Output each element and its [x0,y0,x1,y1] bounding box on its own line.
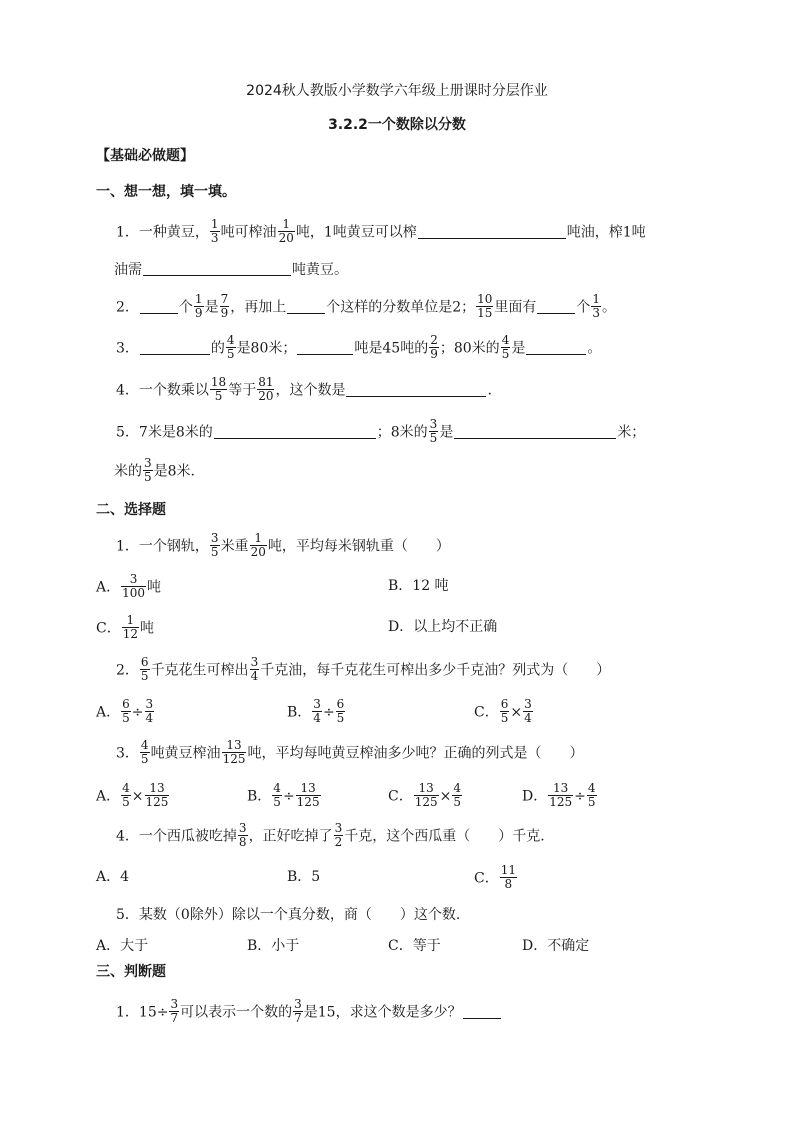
denominator: 7 [294,1011,302,1025]
option-b[interactable] [247,783,322,807]
option-label: B． [247,788,272,805]
part1-q1-line2 [114,258,348,282]
part1-q2 [116,294,616,318]
option-b[interactable] [287,865,320,889]
denominator: 3 [592,306,601,320]
question-text: 7米是8米的 [138,424,213,441]
denominator: 5 [273,795,281,809]
fraction [334,822,344,849]
denominator: 5 [140,669,149,683]
option-text: 吨 [147,579,162,596]
numerator: 7 [220,292,229,306]
question-text: 是15，求这个数是多少？ [303,1004,462,1021]
fraction [250,532,267,559]
fraction [429,418,439,445]
part2-q2-stem [116,657,610,681]
numerator: 3 [294,997,302,1011]
fraction [140,739,150,766]
option-b[interactable] [247,934,299,958]
question-text: 吨可榨油 [220,224,277,241]
fraction [222,739,247,766]
part1-q5-line2 [114,458,195,482]
denominator: 20 [250,545,266,559]
denominator: 4 [524,711,532,725]
question-number: 3． [116,745,139,762]
option-label: C． [474,704,499,721]
denominator: 5 [587,795,596,809]
denominator: 5 [144,470,152,484]
denominator: 100 [122,586,146,600]
numerator: 3 [170,997,179,1011]
option-c[interactable] [96,615,154,639]
numerator: 3 [429,417,438,431]
question-text: ，这个数是 [275,382,346,399]
fraction [169,998,179,1025]
question-text: . [487,382,492,399]
denominator: 5 [501,347,510,361]
part1-q4 [116,377,492,401]
numerator: 4 [587,781,596,795]
question-text: ，正好吃掉了 [248,828,333,845]
denominator: 4 [145,711,154,725]
numerator: 13 [222,739,247,753]
fraction [140,656,150,683]
option-c[interactable] [474,699,534,723]
fraction [501,334,511,361]
question-text: 一种黄豆， [138,224,209,241]
answer-blank[interactable] [526,340,586,355]
option-label: B． [247,938,272,954]
operator: ÷ [282,788,295,805]
fraction [210,218,220,245]
denominator: 125 [222,752,246,766]
numerator: 3 [238,821,247,835]
fraction [220,293,230,320]
denominator: 8 [238,835,247,849]
denominator: 5 [429,431,438,445]
numerator: 3 [145,697,154,711]
question-text: 。 [587,340,602,357]
operator: × [131,788,144,805]
question-text: 某数（0除外）除以一个真分数，商（ ）这个数. [138,907,461,923]
numerator: 3 [524,697,532,711]
option-label: A． [96,788,121,805]
fraction [210,376,227,403]
option-d[interactable] [388,615,497,639]
fraction [278,218,295,245]
question-text: 一个西瓜被吃掉 [138,828,237,845]
option-label: B． [287,704,312,721]
option-label: A． [96,938,121,954]
question-text: 的 [210,340,225,357]
question-text: 个 [576,299,591,316]
denominator: 20 [278,231,294,245]
numerator: 6 [336,697,345,711]
section-basic-label: 【基础必做题】 [96,148,194,164]
question-text: ；80米的 [439,340,500,357]
part2-q3-stem [116,740,583,764]
option-label: C． [388,788,413,805]
option-label: D． [522,938,548,954]
part1-q3 [116,335,601,359]
question-text: 是 [511,340,526,357]
fraction [414,782,439,809]
denominator: 9 [194,306,203,320]
denominator: 20 [258,389,274,403]
question-text: 一个钢轨， [138,538,209,555]
part2-title: 二、选择题 [96,502,166,518]
numerator: 2 [430,333,438,347]
denominator: 5 [500,711,509,725]
numerator: 4 [226,333,235,347]
numerator: 4 [453,781,461,795]
option-c[interactable] [474,865,518,889]
fraction [591,293,601,320]
numerator: 3 [250,655,259,669]
fraction [296,782,321,809]
numerator: 4 [273,781,281,795]
question-number: 2． [116,299,139,316]
numerator: 13 [414,782,439,796]
question-text: 等于 [228,382,257,399]
fraction [500,698,510,725]
numerator: 6 [140,655,149,669]
numerator: 3 [210,531,219,545]
question-number: 4． [116,828,139,845]
option-label: C． [474,870,499,887]
option-label: B． [287,869,312,885]
numerator: 4 [501,333,510,347]
option-d[interactable] [522,783,598,807]
fraction [500,864,517,891]
denominator: 7 [170,1011,179,1025]
numerator: 4 [140,738,149,752]
option-label: A． [96,869,121,885]
denominator: 4 [250,669,259,683]
question-number: 2． [116,662,139,679]
question-number: 4． [116,382,139,399]
option-text: 12 吨 [412,578,449,594]
denominator: 3 [210,231,219,245]
question-number: 1． [116,538,139,555]
option-label: D． [522,788,548,805]
question-text: 15÷ [138,1004,169,1021]
numerator: 3 [121,573,146,587]
answer-blank[interactable] [143,261,291,276]
question-number: 3． [116,340,139,357]
answer-blank[interactable] [297,340,353,355]
part2-q4-stem [116,823,545,847]
answer-blank[interactable] [287,299,325,314]
option-text: 等于 [412,938,441,954]
option-a[interactable] [96,699,155,723]
option-label: A． [96,579,121,596]
denominator: 9 [430,347,438,361]
series-title: 2024秋人教版小学数学六年级上册课时分层作业 [246,83,548,99]
numerator: 1 [278,218,295,232]
numerator: 13 [296,782,321,796]
option-label: A． [96,704,121,721]
question-text: 是80米； [236,340,297,357]
question-text: 油需 [114,262,142,278]
fraction [523,698,533,725]
fraction [121,782,131,809]
answer-blank[interactable] [346,382,486,397]
option-text: 5 [311,869,321,885]
question-text: 千克花生可榨出 [150,662,249,679]
fraction [293,998,303,1025]
option-text: 小于 [271,938,300,954]
numerator: 3 [334,821,343,835]
denominator: 4 [313,711,321,725]
question-text: 吨，平均每吨黄豆榨油多少吨？正确的列式是（ ） [247,745,584,762]
operator: ÷ [131,704,144,721]
question-text: 米； [617,424,646,441]
numerator: 81 [258,375,274,389]
option-a[interactable] [96,865,129,889]
denominator: 5 [336,711,345,725]
fraction [312,698,322,725]
option-text: 不确定 [547,938,590,954]
numerator: 3 [144,456,152,470]
question-text: 一个数乘以 [138,382,209,399]
numerator: 13 [145,782,170,796]
option-label: D． [388,619,414,635]
denominator: 5 [210,545,219,559]
fraction [122,614,139,641]
question-text: 个这样的分数单位是2； [326,299,476,316]
question-text: ，再加上 [230,299,287,316]
denominator: 5 [122,711,130,725]
option-c[interactable] [388,783,463,807]
answer-blank[interactable] [454,424,616,439]
question-text: 里面有 [494,299,537,316]
question-text: 吨黄豆榨油 [150,745,221,762]
option-label: C． [96,620,121,637]
fraction [121,573,146,600]
part3-title: 三、判断题 [96,964,166,980]
question-text: 是 [204,299,219,316]
question-text: ；8米的 [376,424,428,441]
part1-q1-line1 [116,219,646,243]
answer-blank[interactable] [214,424,376,439]
question-text: 是8米. [153,463,195,480]
question-text: 。 [602,299,617,316]
fraction [452,782,462,809]
denominator: 5 [140,752,149,766]
numerator: 6 [122,697,130,711]
question-text: 吨，1吨黄豆可以榨 [295,224,417,241]
question-text: 吨油，榨1吨 [566,224,646,241]
operator: ÷ [322,704,335,721]
operator: × [510,704,523,721]
option-b[interactable] [287,699,346,723]
answer-blank[interactable] [537,299,575,314]
denominator: 125 [549,795,573,809]
numerator: 6 [500,697,509,711]
denominator: 125 [414,795,438,809]
question-number: 1． [116,224,139,241]
lesson-title: 3.2.2一个数除以分数 [328,117,466,133]
part1-q5-line1 [116,419,645,443]
option-text: 大于 [120,938,149,954]
operator: ÷ [574,788,586,805]
operator: × [439,788,452,805]
option-a[interactable] [96,574,161,598]
option-text: 吨 [140,620,154,637]
option-text: 以上均不正确 [413,619,498,635]
question-text: 吨，平均每米钢轨重（ ） [267,538,450,555]
option-text: 4 [120,869,130,885]
answer-blank[interactable] [140,299,178,314]
answer-blank[interactable] [140,340,210,355]
fraction [476,293,493,320]
fraction [210,532,220,559]
denominator: 125 [296,795,320,809]
part3-q1 [116,999,502,1023]
numerator: 1 [122,614,139,628]
numerator: 1 [250,532,267,546]
answer-blank[interactable] [418,224,566,239]
answer-blank[interactable] [463,1004,501,1019]
option-label: C． [388,938,413,954]
numerator: 10 [477,292,493,306]
fraction [145,698,155,725]
question-number: 5． [116,907,139,923]
fraction [429,334,439,361]
question-text: 千克油，每千克花生可榨出多少千克油？列式为（ ） [260,662,611,679]
option-b[interactable] [388,574,449,598]
denominator: 5 [453,795,461,809]
numerator: 1 [592,292,601,306]
denominator: 125 [145,795,169,809]
option-d[interactable] [522,934,589,958]
fraction [272,782,282,809]
question-text: 米的 [114,463,142,480]
denominator: 15 [477,306,493,320]
denominator: 5 [226,347,235,361]
numerator: 4 [122,781,130,795]
numerator: 13 [548,782,573,796]
question-text: 是 [439,424,454,441]
question-text: 可以表示一个数的 [180,1004,293,1021]
fraction [194,293,204,320]
numerator: 11 [500,863,516,877]
fraction [257,376,274,403]
numerator: 1 [194,292,203,306]
denominator: 8 [504,877,513,891]
denominator: 2 [334,835,343,849]
part2-q5-stem [116,903,460,927]
fraction [143,457,153,484]
part2-q1-stem [116,533,450,557]
question-text: 个 [178,299,193,316]
question-number: 1． [116,1004,139,1021]
denominator: 9 [220,306,229,320]
fraction [226,334,236,361]
fraction [250,656,260,683]
numerator: 18 [210,375,227,389]
numerator: 3 [313,697,321,711]
question-text: 米重 [220,538,249,555]
part1-title: 一、想一想，填一填。 [96,184,236,200]
option-label: B． [388,578,413,594]
option-a[interactable] [96,783,170,807]
denominator: 5 [122,795,130,809]
fraction [548,782,573,809]
fraction [238,822,248,849]
denominator: 12 [122,627,138,641]
option-a[interactable] [96,934,148,958]
question-text: 吨黄豆。 [292,262,348,278]
question-text: 吨是45吨的 [354,340,429,357]
fraction [336,698,346,725]
fraction [587,782,597,809]
denominator: 5 [214,389,223,403]
question-text: 千克，这个西瓜重（ ）千克. [344,828,545,845]
option-c[interactable] [388,934,441,958]
question-number: 5． [116,424,139,441]
numerator: 1 [210,217,219,231]
fraction [145,782,170,809]
fraction [121,698,131,725]
